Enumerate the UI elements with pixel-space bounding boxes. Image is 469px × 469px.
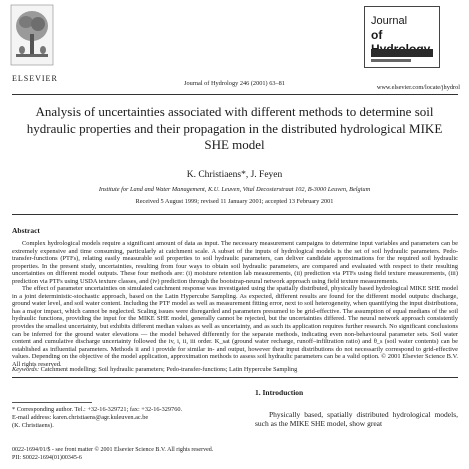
abstract-heading: Abstract xyxy=(12,226,40,235)
journal-name-line2: of xyxy=(371,28,383,42)
abstract-bottom-rule xyxy=(12,377,458,378)
keywords-label: Keywords: xyxy=(12,366,40,373)
footnote-email[interactable]: E-mail address: karen.christiaens@agr.kuleuven.ac.be xyxy=(12,414,149,422)
author-affiliation: Institute for Land and Water Management, K.U. Leuven, Vital Decosterstraat 102, B-3000 Leuven, Belgium xyxy=(98,186,371,193)
issn-block xyxy=(12,447,312,462)
publisher-name: ELSEVIER xyxy=(12,74,58,83)
article-title: Analysis of uncertainties associated with different methods to determine soil hydraulic properties and their propagation in the distributed hydrological MIKE SHE model xyxy=(26,104,443,152)
keywords xyxy=(12,366,458,373)
keywords-text: Catchment modelling; Soil hydraulic parameters; Pedo-transfer-functions; Latin Hypercube Sampling xyxy=(40,366,298,373)
journal-citation: Journal of Hydrology 246 (2001) 63–81 xyxy=(184,80,285,87)
issn-line: 0022-1694/01/$ - see front matter © 2001 Elsevier Science B.V. All rights reserved. xyxy=(12,447,214,453)
journal-logo xyxy=(364,6,440,68)
article-authors: K. Christiaens*, J. Feyen xyxy=(186,170,283,180)
journal-name-line1: Journal xyxy=(371,15,408,27)
introduction-paragraph: Physically based, spatially distributed hydrological models, such as the MIKE SHE model, show great xyxy=(255,410,458,429)
abstract-paragraph-2: The effect of parameter uncertainties on simulated catchment response was investigated using the spatially distributed, physically based hydrological MIKE SHE model in a joint deterministic-stochastic approach, based on the Latin Hypercube Sampling. As expected, different results are found for the different model outputs: discharge, ground water level, and soil water content. Including the PTF model as well as measurement fitting error, next to soil heterogeneity, when quantifying the input distributions, has a major impact, which cannot be neglected. Scaling issues were disregarded and parameters presumed to be grid-effective. The assumption of equal medians of the soil hydraulic functions, providing the input for the MIKE SHE model, generally cannot be rejected, but the uncertainties differed. The neural network approach consistently provides the smallest uncertainty, but exhibits different median values as well as uncertainty, and as such its application requires further research. No significant conclusions can be inferred for the ground water elevations — the model behaved differently for the separate methods, indicating even non-behavioural parameter sets. Soil water content and cumulative discharge uncertainty followed the iv, i, ii, iii order. K_sat (ground water recharge, runoff–infiltration ratio) and θ_s (soil water contents) can be established as influential parameters. Methods ii and i provide for similar in- and output, however their input distributions do not necessarily correspond to grid-effective values. Depending on the objective of the model application, approximation methods to assess soil hydraulic parameters can be a valid option. © 2001 Elsevier Science B.V. All rights reserved. xyxy=(12,285,458,368)
header-rule xyxy=(12,94,458,95)
elsevier-tree-logo xyxy=(10,4,54,66)
footnote-rule xyxy=(12,402,92,403)
journal-logo-bar xyxy=(371,49,433,57)
abstract-body xyxy=(12,240,458,368)
section-heading-introduction: 1. Introduction xyxy=(255,388,304,397)
received-dates: Received 5 August 1999; revised 11 January 2001; accepted 13 February 2001 xyxy=(135,198,334,205)
footnote-corresponding: * Corresponding author. Tel.: +32-16-329721; fax: +32-16-329760. xyxy=(12,406,183,413)
introduction-text xyxy=(255,410,458,428)
journal-logo-bar-small xyxy=(371,59,411,62)
journal-url[interactable]: www.elsevier.com/locate/jhydrol xyxy=(376,84,460,91)
abstract-top-rule xyxy=(12,214,458,215)
pii-line: PII: S0022-1694(01)00345-6 xyxy=(12,454,82,461)
footnote-name: (K. Christiaens). xyxy=(12,422,54,430)
abstract-paragraph-1: Complex hydrological models require a significant amount of data as input. The necessary measurement campaigns to determine input variables and parameters can be extremely expensive and time consuming, particularly at catchment scale. A subset of the inputs of hydrological models is the set of soil hydraulic parameters. Pedo-transfer-functions (PTFs), relating easily measurable soil properties to soil hydraulic parameters, can deliver candidate approximations for the required soil hydraulic properties. In the present study, uncertainties, resulting from four ways to obtain soil hydraulic parameters, are compared and evaluated with respect to their resulting uncertainties on different model outputs. These four methods are: (i) moisture retention lab measurements, (ii) prediction via PTFs using field texture measurements, (iii) prediction via PTFs using USDA texture classes, and (iv) prediction through the bootstrap-neural network approach using field texture measurements. xyxy=(12,240,458,285)
footnote xyxy=(12,406,222,431)
